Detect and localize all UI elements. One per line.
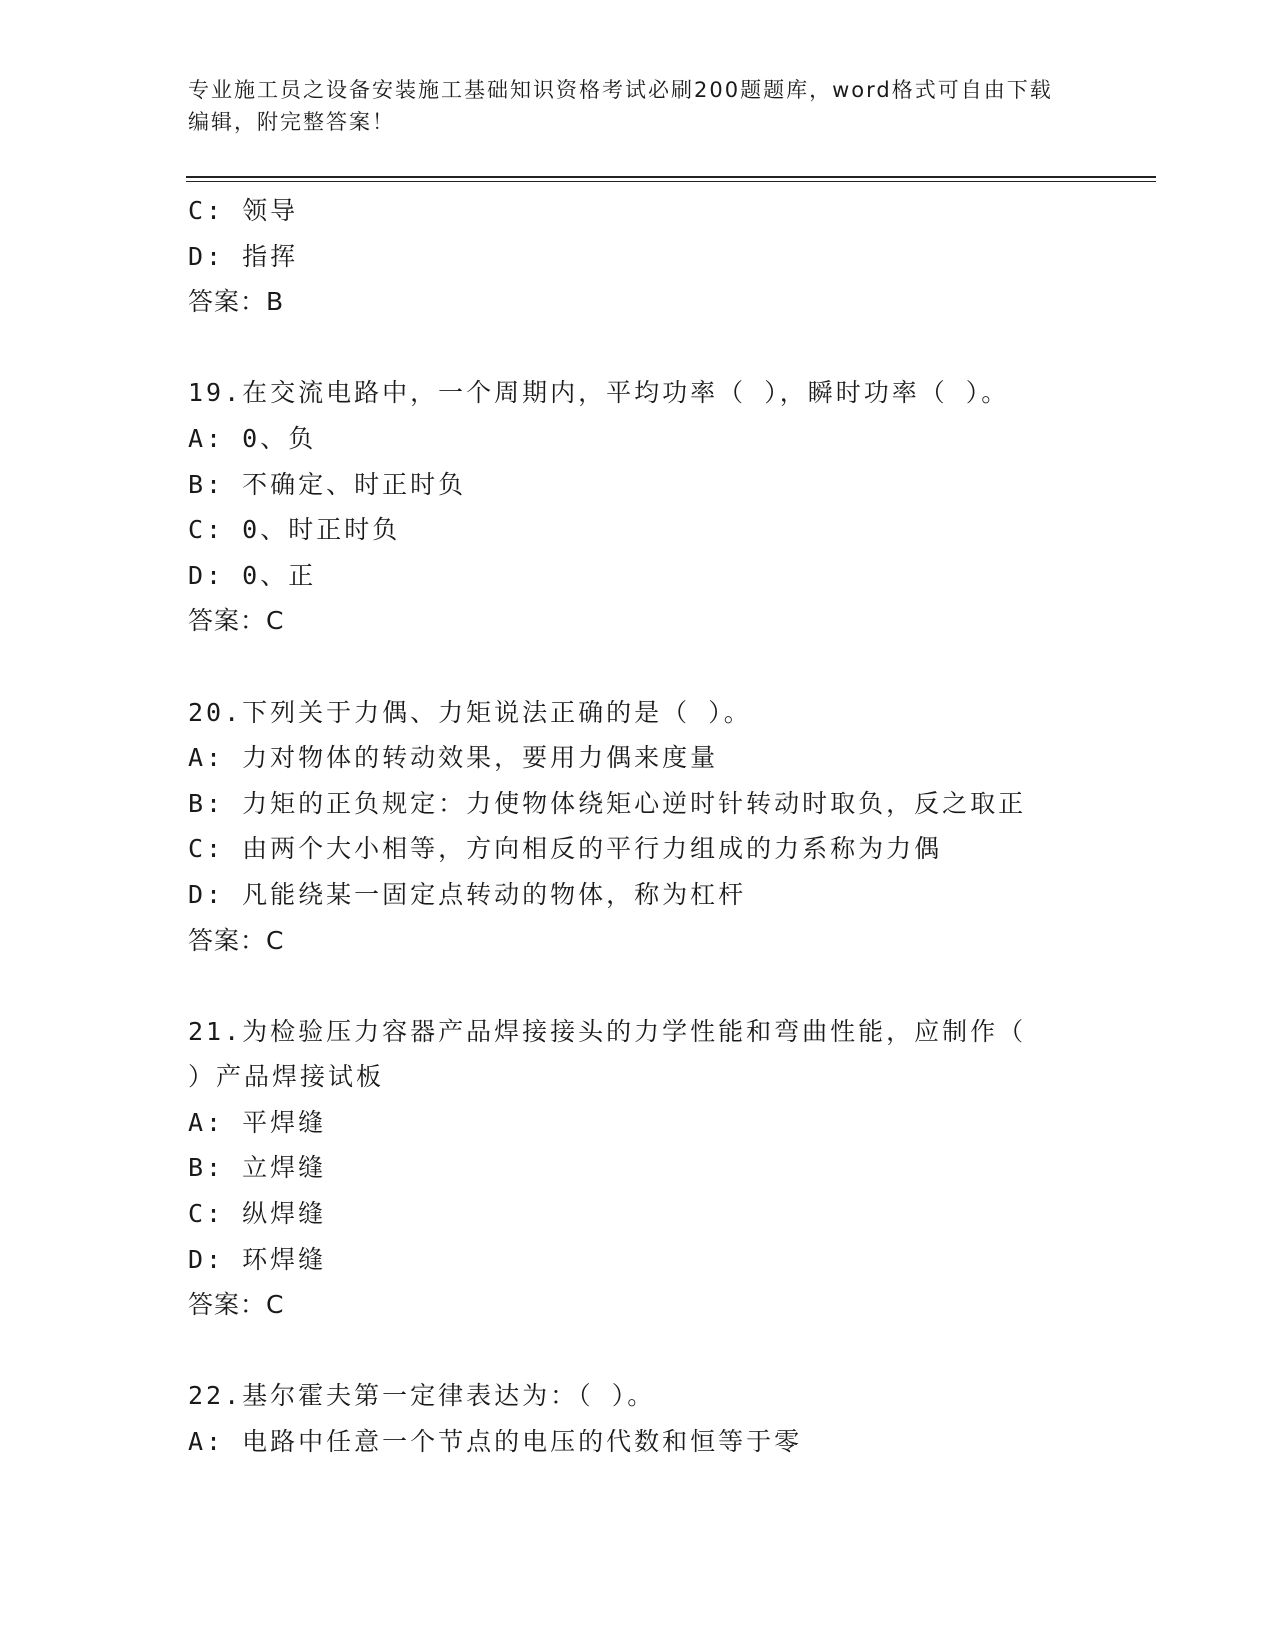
option-line: C: 0、时正时负 — [188, 515, 401, 545]
spacer — [188, 963, 1148, 1009]
answer-line: 答案：C — [188, 606, 285, 636]
option-line: D: 凡能绕某一固定点转动的物体，称为杠杆 — [188, 879, 747, 909]
option-line: D: 指挥 — [188, 241, 299, 271]
spacer — [188, 1328, 1148, 1374]
option-line: A: 电路中任意一个节点的电压的代数和恒等于零 — [188, 1427, 803, 1457]
option-line: A: 力对物体的转动效果，要用力偶来度量 — [188, 743, 719, 773]
question-content — [188, 188, 1148, 1465]
spacer — [188, 325, 1148, 371]
option-line: C: 纵焊缝 — [188, 1199, 327, 1229]
option-line: B: 不确定、时正时负 — [188, 469, 467, 499]
question-stem: 20.下列关于力偶、力矩说法正确的是（ ）。 — [188, 697, 752, 727]
option-line: A: 0、负 — [188, 423, 317, 453]
option-line: B: 立焊缝 — [188, 1153, 327, 1183]
question-stem: 19.在交流电路中，一个周期内，平均功率（ ），瞬时功率（ ）。 — [188, 378, 1010, 408]
question-stem: 21.为检验压力容器产品焊接接头的力学性能和弯曲性能，应制作（ — [188, 1016, 1027, 1046]
document-header: 专业施工员之设备安装施工基础知识资格考试必刷200题题库，word格式可自由下载编辑，附完整答案！ — [188, 78, 1053, 134]
question-stem: 22.基尔霍夫第一定律表达为：（ ）。 — [188, 1381, 656, 1411]
option-line: D: 0、正 — [188, 560, 317, 590]
header-divider-thick — [186, 176, 1156, 178]
option-line: B: 力矩的正负规定：力使物体绕矩心逆时针转动时取负，反之取正 — [188, 788, 1027, 818]
option-line: A: 平焊缝 — [188, 1107, 327, 1137]
option-line: C: 领导 — [188, 196, 299, 225]
answer-line: 答案：B — [188, 287, 285, 317]
spacer — [188, 644, 1148, 690]
answer-line: 答案：C — [188, 925, 285, 955]
option-line: C: 由两个大小相等，方向相反的平行力组成的力系称为力偶 — [188, 834, 943, 864]
answer-line: 答案：C — [188, 1290, 285, 1320]
option-line: D: 环焊缝 — [188, 1244, 327, 1274]
question-stem-continued: ）产品焊接试板 — [188, 1062, 385, 1092]
header-divider-thin — [186, 181, 1156, 182]
